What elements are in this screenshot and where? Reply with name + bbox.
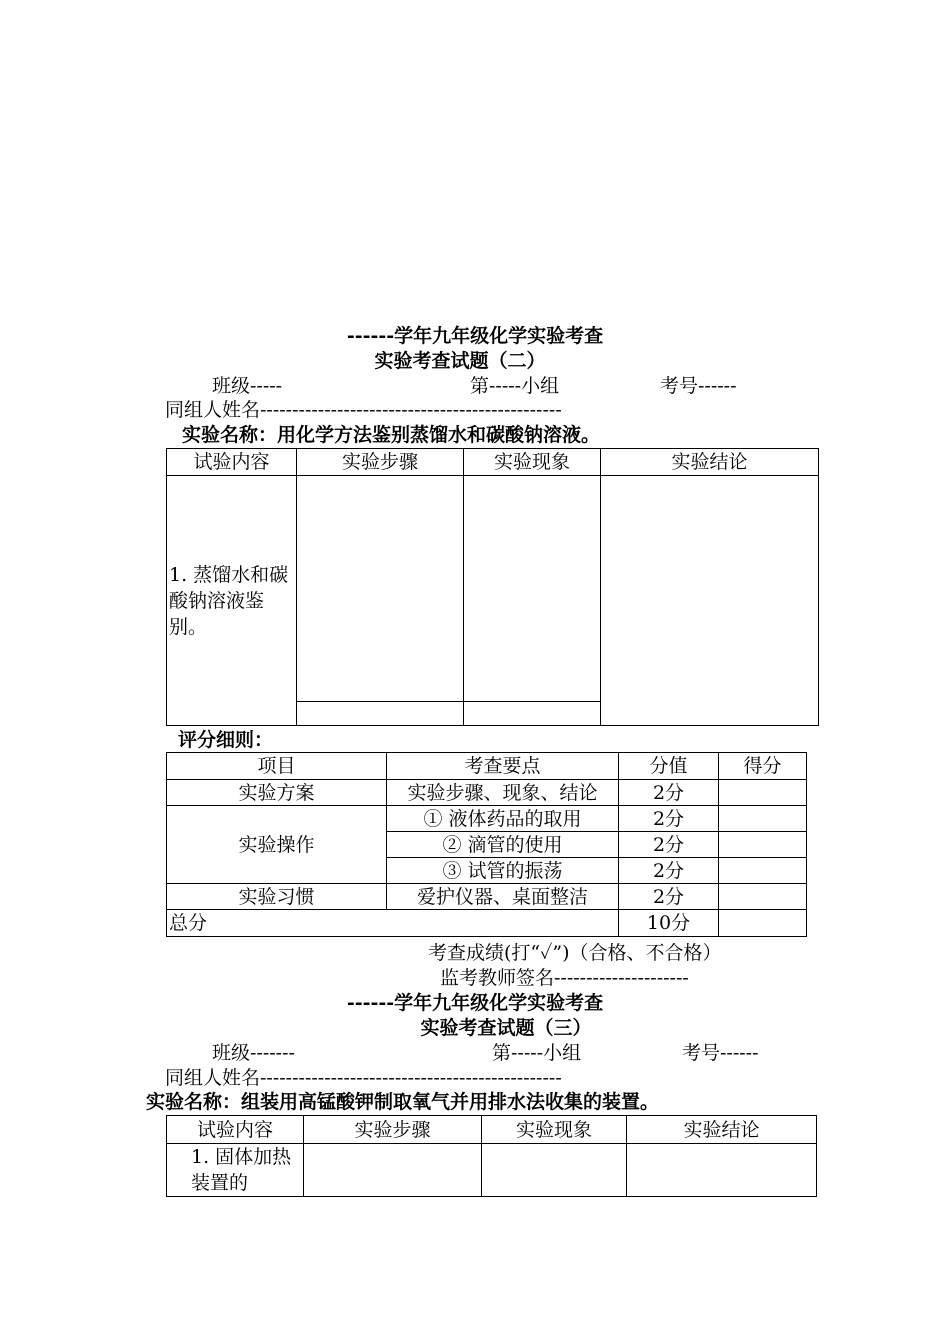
content-cell: 1. 蒸馏水和碳酸钠溶液鉴别。 (167, 476, 297, 726)
rubric-score: 2分 (619, 780, 719, 806)
phenomena-cell[interactable] (482, 1144, 627, 1197)
section2-class-label: 班级----- (212, 375, 283, 397)
rubric-point: ① 液体药品的取用 (387, 806, 619, 832)
header-cell: 实验结论 (627, 1116, 817, 1144)
section2-group-label: 第-----小组 (470, 375, 560, 397)
rubric-earned-cell[interactable] (719, 884, 807, 910)
content-cell: 1. 固体加热装置的 (167, 1144, 304, 1197)
rubric-score: 2分 (619, 832, 719, 858)
header-cell: 试验内容 (167, 1116, 304, 1144)
header-cell: 实验步骤 (297, 449, 464, 476)
rubric-earned-cell[interactable] (719, 806, 807, 832)
section3-subtitle: 实验考查试题（三） (420, 1017, 592, 1039)
steps-cell[interactable] (297, 476, 464, 702)
rubric-point: 爱护仪器、桌面整洁 (387, 884, 619, 910)
rubric-earned-cell[interactable] (719, 780, 807, 806)
section3-experiment-name: 实验名称：组装用高锰酸钾制取氧气并用排水法收集的装置。 (146, 1091, 660, 1113)
section3-group-label: 第-----小组 (492, 1042, 582, 1064)
rubric-label: 评分细则： (178, 729, 274, 751)
header-cell: 实验步骤 (304, 1116, 482, 1144)
header-cell: 实验现象 (464, 449, 601, 476)
section2-subtitle: 实验考查试题（二） (374, 350, 546, 372)
rubric-score: 2分 (619, 884, 719, 910)
rubric-earned-cell[interactable] (719, 832, 807, 858)
section3-partners-label: 同组人姓名----------------------------------------------- (165, 1067, 562, 1089)
section2-exam-no-label: 考号------ (660, 375, 737, 397)
section2-title: ------学年九年级化学实验考查 (346, 325, 604, 347)
rubric-total-score: 10分 (619, 910, 719, 937)
signature-line: 监考教师签名--------------------- (440, 967, 689, 989)
rubric-table (166, 752, 807, 937)
steps-cell[interactable] (304, 1144, 482, 1197)
phenomena-cell[interactable] (464, 476, 601, 702)
header-cell: 实验结论 (601, 449, 819, 476)
section3-class-label: 班级------- (212, 1042, 295, 1064)
rubric-header-cell: 得分 (719, 753, 807, 780)
section2-partners-label: 同组人姓名----------------------------------------------- (165, 399, 562, 421)
rubric-total-earned-cell[interactable] (719, 910, 807, 937)
section3-exam-no-label: 考号------ (682, 1042, 759, 1064)
conclusion-cell[interactable] (627, 1144, 817, 1197)
steps-cell-extra[interactable] (297, 702, 464, 726)
result-line: 考查成绩(打“✓”)（合格、不合格） (428, 942, 722, 964)
rubric-earned-cell[interactable] (719, 858, 807, 884)
section3-title: ------学年九年级化学实验考查 (346, 992, 604, 1014)
rubric-score: 2分 (619, 858, 719, 884)
header-cell: 实验现象 (482, 1116, 627, 1144)
rubric-point: ② 滴管的使用 (387, 832, 619, 858)
rubric-header-cell: 项目 (167, 753, 387, 780)
rubric-item: 实验习惯 (167, 884, 387, 910)
section2-experiment-name: 实验名称：用化学方法鉴别蒸馏水和碳酸钠溶液。 (182, 424, 601, 446)
rubric-total-label: 总分 (167, 910, 619, 937)
rubric-point: 实验步骤、现象、结论 (387, 780, 619, 806)
rubric-point: ③ 试管的振荡 (387, 858, 619, 884)
section2-experiment-table (166, 448, 819, 726)
conclusion-cell[interactable] (601, 476, 819, 726)
header-cell: 试验内容 (167, 449, 297, 476)
rubric-item: 实验方案 (167, 780, 387, 806)
rubric-header-cell: 分值 (619, 753, 719, 780)
rubric-header-cell: 考查要点 (387, 753, 619, 780)
section3-experiment-table (166, 1115, 817, 1197)
rubric-score: 2分 (619, 806, 719, 832)
rubric-item: 实验操作 (167, 806, 387, 884)
phenomena-cell-extra[interactable] (464, 702, 601, 726)
